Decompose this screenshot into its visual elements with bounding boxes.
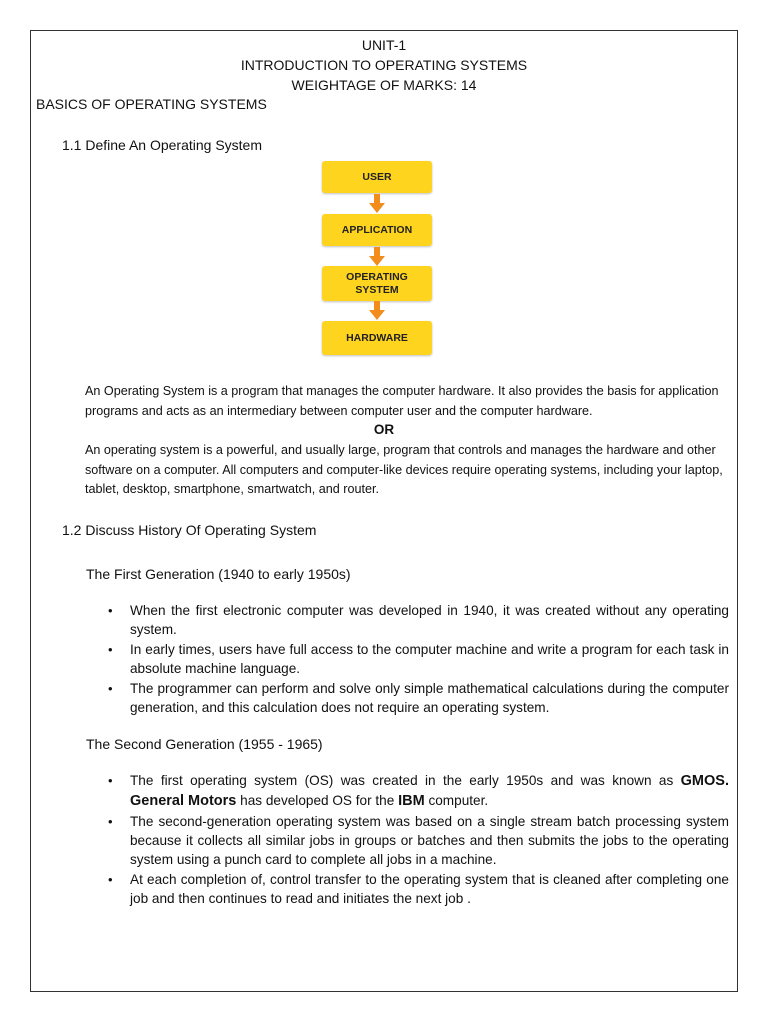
weightage-label: WEIGHTAGE OF MARKS: 14	[291, 77, 477, 93]
list-item: • When the first electronic computer was developed in 1940, it was created without any operating system.	[130, 601, 729, 639]
diagram-box-user: USER	[322, 161, 432, 193]
or-separator: OR	[373, 422, 395, 437]
unit-label: UNIT-1	[361, 37, 407, 53]
first-generation-list	[130, 601, 729, 718]
list-item: • The first operating system (OS) was created in the early 1950s and was known as GMOS. General Motors has developed OS for the IBM computer.	[130, 771, 729, 811]
gmos-term: GMOS.	[680, 773, 729, 789]
list-item: • In early times, users have full access to the computer machine and write a program for each task in absolute machine language.	[130, 640, 729, 678]
second-generation-list	[130, 771, 729, 909]
down-arrow-icon	[367, 247, 387, 267]
section-1-1-heading: 1.1 Define An Operating System	[62, 137, 262, 153]
second-generation-heading: The Second Generation (1955 - 1965)	[86, 736, 323, 752]
down-arrow-icon	[367, 194, 387, 214]
list-item: • At each completion of, control transfer to the operating system that is cleaned after completing one job and then continues to read and initiates the next job .	[130, 870, 729, 908]
definition-paragraph-2: An operating system is a powerful, and usually large, program that controls and manages the hardware and other software on a computer. All computers and computer-like devices require operating systems, including your laptop, tablet, desktop, smartphone, smartwatch, and router.	[85, 443, 723, 496]
definition-paragraph-1: An Operating System is a program that manages the computer hardware. It also provides the basis for application programs and acts as an intermediary between computer user and the computer hardware.	[85, 384, 719, 418]
diagram-box-hardware: HARDWARE	[322, 321, 432, 355]
first-generation-heading: The First Generation (1940 to early 1950s)	[86, 566, 351, 582]
list-item: • The second-generation operating system was based on a single stream batch processing system because it collects all similar jobs in groups or batches and then submits the jobs to the operating system using a punch card to complete all jobs in a machine.	[130, 812, 729, 870]
main-heading: BASICS OF OPERATING SYSTEMS	[36, 96, 267, 112]
down-arrow-icon	[367, 301, 387, 321]
ibm-term: IBM	[398, 793, 425, 810]
section-1-2-heading: 1.2 Discuss History Of Operating System	[62, 522, 317, 538]
list-item: • The programmer can perform and solve only simple mathematical calculations during the computer generation, and this calculation does not require an operating system.	[130, 679, 729, 717]
diagram-box-application: APPLICATION	[322, 214, 432, 246]
diagram-box-operating-system: OPERATING SYSTEM	[322, 266, 432, 301]
general-motors-term: General Motors	[130, 793, 237, 810]
document-title: INTRODUCTION TO OPERATING SYSTEMS	[240, 57, 528, 73]
